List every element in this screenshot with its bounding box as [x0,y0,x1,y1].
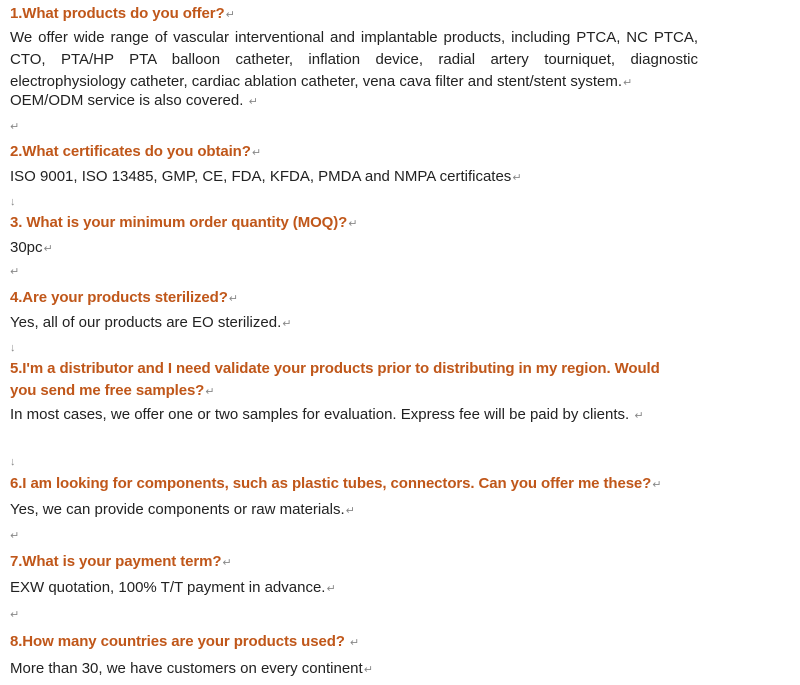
return-mark-icon: ↵ [282,318,292,330]
faq-answer-1: We offer wide range of vascular interventional and implantable products, including PTCA, NC PTCA, CTO, PTA/HP PTA balloon catheter, inflation device, radial artery tourniquet, diagnostic electrophysiology catheter, cardiac ablation catheter, vena cava filter and stent/stent system.↵ [10,29,698,90]
return-mark-icon: ↵ [349,637,360,649]
return-mark-icon: ↵ [222,557,232,569]
faq-answer-3: 30pc↵ [10,239,53,256]
return-mark-icon: ↵ [652,479,662,491]
return-mark-icon: ↵ [10,266,20,278]
return-mark-icon: ↵ [43,243,53,255]
faq-question-7: 7.What is your payment term?↵ [10,553,232,570]
return-mark-icon: ↵ [348,218,358,230]
return-mark-icon: ↵ [225,9,235,21]
faq-question-6: 6.I am looking for components, such as plastic tubes, connectors. Can you offer me these?↵ [10,475,662,492]
faq-answer-1b: OEM/ODM service is also covered. ↵ [10,92,258,109]
paragraph-mark [10,455,16,469]
faq-answer-8: More than 30, we have customers on every continent↵ [10,660,373,677]
faq-question-1: 1.What products do you offer?↵ [10,5,235,22]
return-mark-icon: ↵ [634,410,644,422]
return-mark-icon: ↵ [345,505,355,517]
faq-answer-5: In most cases, we offer one or two samples for evaluation. Express fee will be paid by clients. ↵ [10,406,644,423]
faq-question-3: 3. What is your minimum order quantity (MOQ)?↵ [10,214,358,231]
return-mark-icon: ↵ [228,293,238,305]
faq-answer-2: ISO 9001, ISO 13485, GMP, CE, FDA, KFDA, PMDA and NMPA certificates↵ [10,168,522,185]
return-mark-icon: ↵ [623,77,633,89]
return-mark-icon: ↵ [512,172,522,184]
paragraph-mark [10,120,19,134]
paragraph-mark [10,341,16,355]
faq-question-8: 8.How many countries are your products used? ↵ [10,633,360,650]
return-mark-icon: ↵ [205,386,215,398]
down-arrow-icon: ↓ [10,196,16,208]
faq-question-2: 2.What certificates do you obtain?↵ [10,143,261,160]
paragraph-mark [10,608,19,622]
return-mark-icon: ↵ [10,530,20,542]
faq-question-5: 5.I'm a distributor and I need validate your products prior to distributing in my region. Would you send me free samples?↵ [10,360,660,399]
paragraph-mark [10,195,16,209]
down-arrow-icon: ↓ [10,456,16,468]
faq-question-4: 4.Are your products sterilized?↵ [10,289,238,306]
return-mark-icon: ↵ [251,147,261,159]
paragraph-mark [10,265,19,279]
return-mark-icon: ↵ [10,609,20,621]
paragraph-mark [10,529,19,543]
return-mark-icon: ↵ [363,664,373,676]
return-mark-icon: ↵ [248,96,258,108]
return-mark-icon: ↵ [10,121,20,133]
faq-answer-7: EXW quotation, 100% T/T payment in advance.↵ [10,579,336,596]
faq-answer-6: Yes, we can provide components or raw materials.↵ [10,501,355,518]
faq-answer-4: Yes, all of our products are EO sterilized.↵ [10,314,292,331]
return-mark-icon: ↵ [326,583,336,595]
down-arrow-icon: ↓ [10,342,16,354]
